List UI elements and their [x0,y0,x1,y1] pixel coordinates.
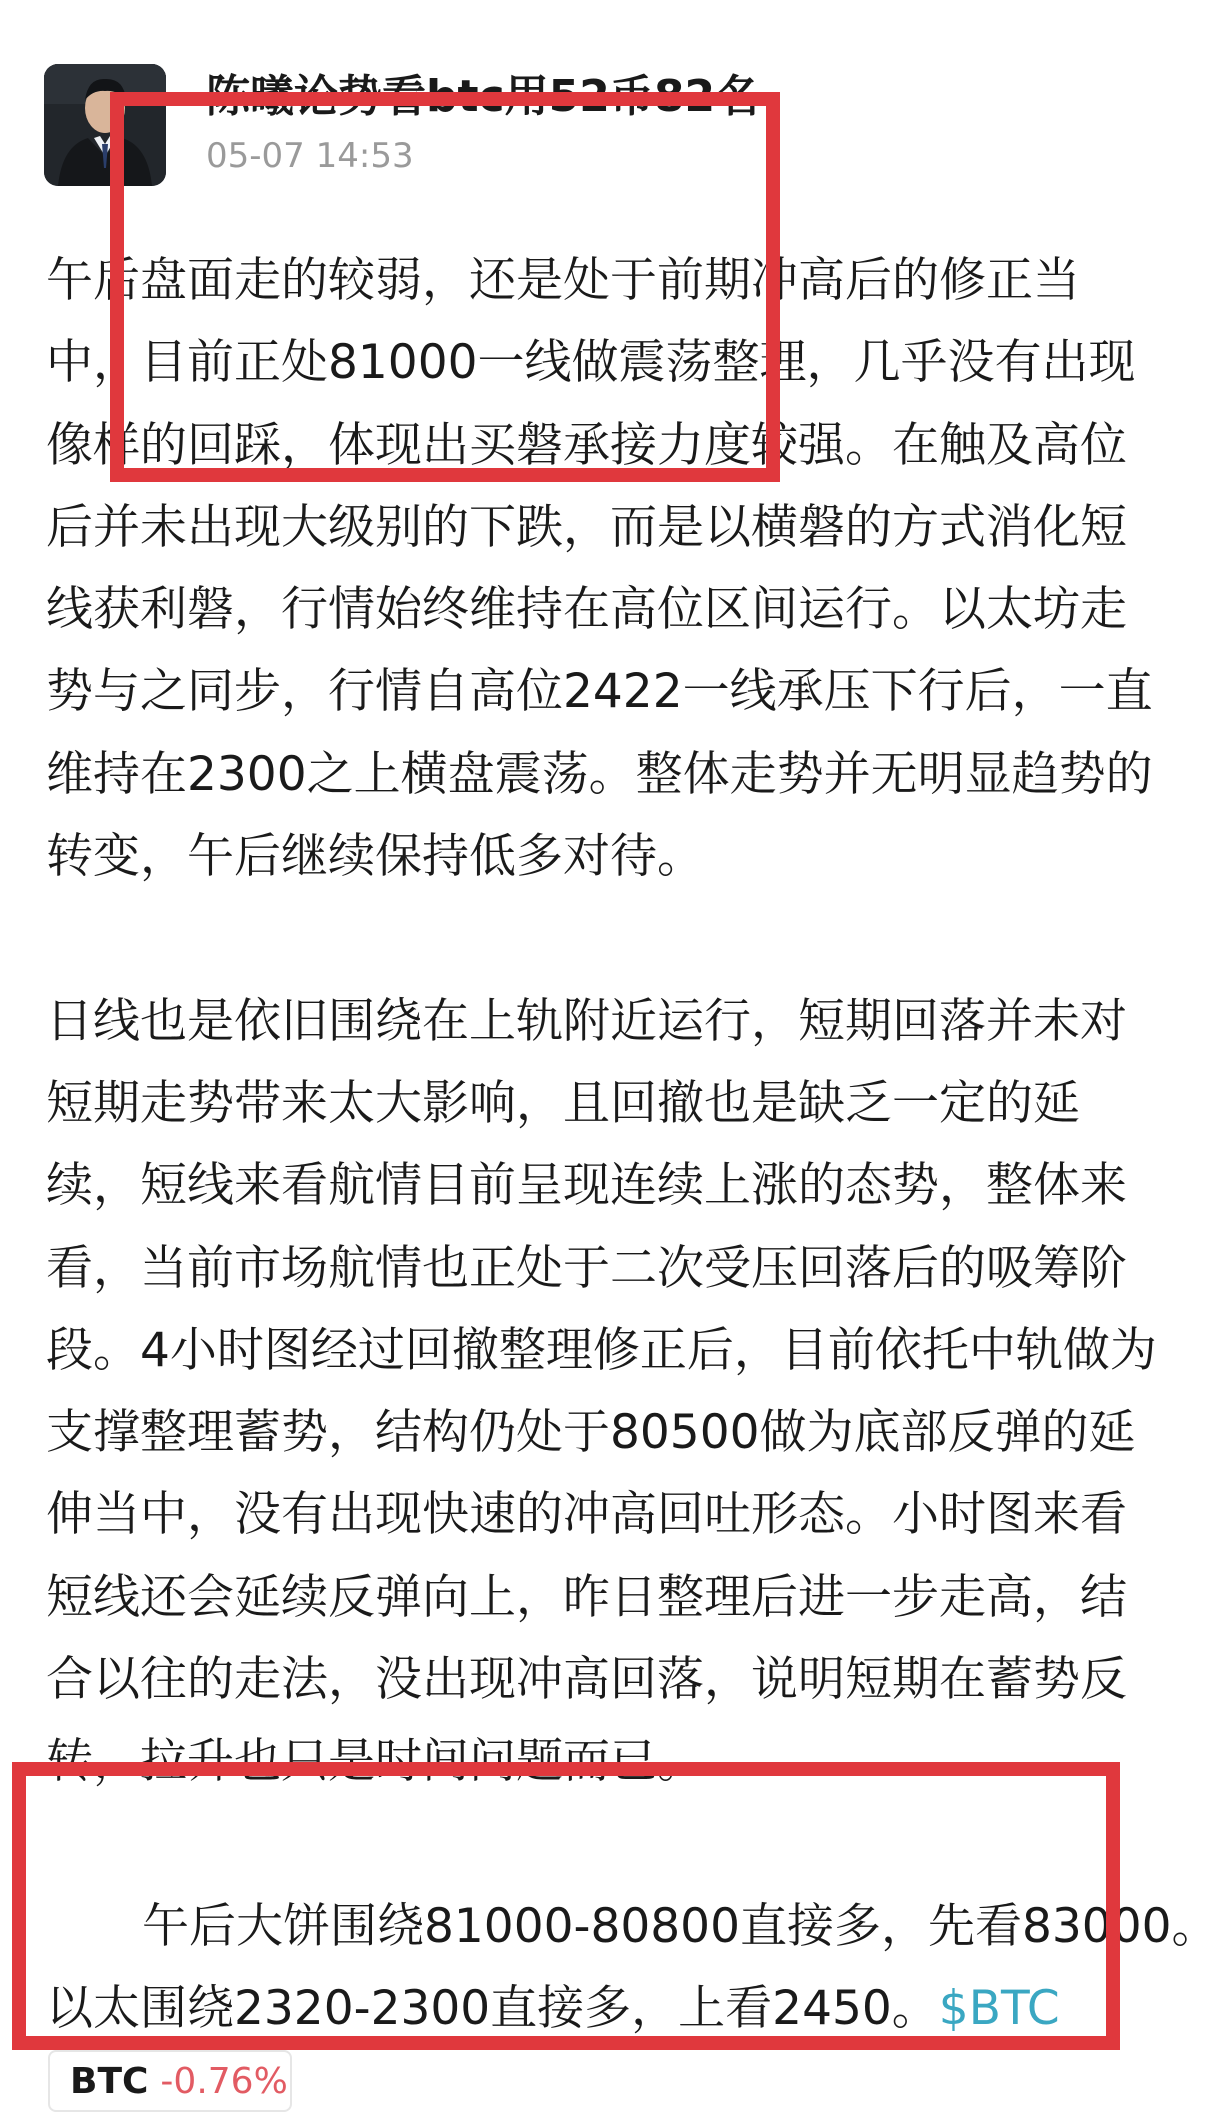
text-line: 转变，午后继续保持低多对待。 [46,829,704,885]
text-line: 线获利磐，行情始终维持在高位区间运行。以太坊走 [46,582,1127,638]
text-line: 合以往的走法，没出现冲高回落，说明短期在蓄势反 [46,1652,1127,1708]
text-line: 维持在2300之上横盘震荡。整体走势并无明显趋势的 [46,746,1153,802]
text-line: 伸当中，没有出现快速的冲高回吐形态。小时图来看 [46,1487,1127,1543]
ticker-change: -0.76% [160,2060,288,2102]
text-line: 午后盘面走的较弱，还是处于前期冲高后的修正当 [46,253,1080,308]
text-line: 日线也是依旧围绕在上轨附近运行，短期回落并未对 [46,993,1127,1049]
text-line: 短线还会延续反弹向上，昨日整理后进一步走高，结 [46,1569,1127,1625]
text-line: 续，短线来看航情目前呈现连续上涨的态势，整体来 [46,1158,1127,1214]
text-line: 势与之同步，行情自高位2422一线承压下行后，一直 [46,664,1153,720]
text-line: 后并未出现大级别的下跌，而是以横磐的方式消化短 [46,499,1127,555]
highlight-box-strategy [12,1762,1120,2050]
text-line: 中，目前正处81000一线做震荡整理，几乎没有出现 [46,335,1136,391]
text-line: 短期走势带来太大影响，且回撤也是缺乏一定的延 [46,1075,1080,1131]
paragraph-spacer [46,898,1176,980]
text-line: 看，当前市场航情也正处于二次受压回落后的吸筹阶 [46,1240,1127,1296]
strategy-line-btc: 午后大饼围绕81000-80800直接多，先看83000。 [142,1898,1219,1954]
post-timestamp: 05-07 14:53 [206,136,414,176]
strategy-eth-text: 以太围绕2320-2300直接多，上看2450。 [46,1981,939,2037]
btc-ticker-link[interactable]: $BTC [938,1981,1060,2037]
text-line: 段。4小时图经过回撤整理修正后，目前依托中轨做为 [46,1322,1157,1378]
ticker-symbol: BTC [70,2060,149,2102]
highlight-box-header [110,92,780,482]
paragraph-analysis [46,981,1176,1804]
text-line: 转，拉升也只是时间问题而已。 [46,1734,704,1790]
text-line: 支撑整理蓄势，结构仍处于80500做为底部反弹的延 [46,1405,1136,1461]
btc-ticker-chip[interactable] [48,2050,292,2112]
author-name[interactable]: 陈曦论势看btc用52币82名 [206,71,760,122]
text-line: 像样的回踩，体现出买磐承接力度较强。在触及高位 [46,417,1127,473]
